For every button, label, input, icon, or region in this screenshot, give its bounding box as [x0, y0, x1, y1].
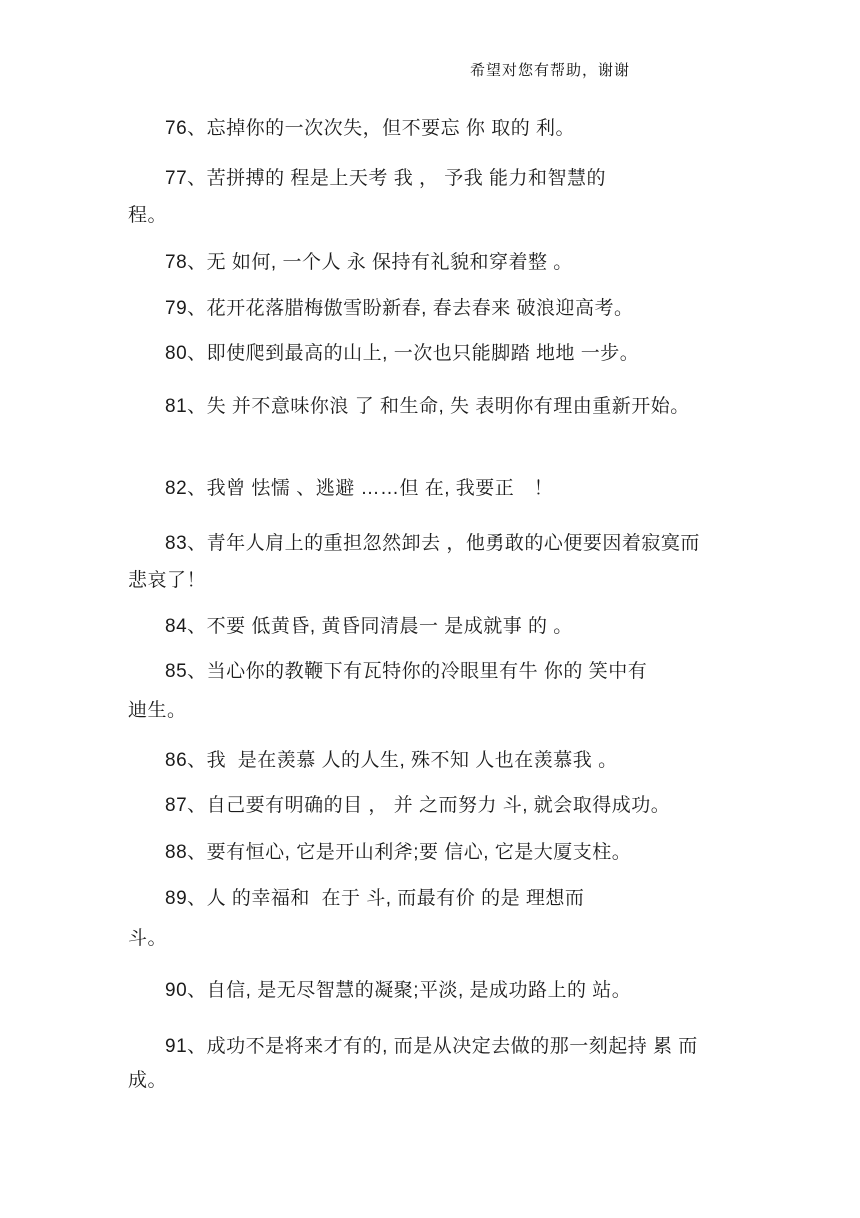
- quote-83: 83、青年人肩上的重担忽然卸去 ，他勇敢的心便要因着寂寞而: [165, 533, 700, 554]
- quote-80: 80、即使爬到最高的山上, 一次也只能脚踏 地地 一步。: [165, 343, 640, 364]
- quote-81: 81、失 并不意味你浪 了 和生命, 失 表明你有理由重新开始。: [165, 396, 690, 417]
- quote-91-continuation: 成。: [128, 1070, 168, 1091]
- quote-90: 90、自信, 是无尽智慧的凝聚;平淡, 是成功路上的 站。: [165, 980, 632, 1001]
- quote-76: 76、忘掉你的一次次失，但不要忘 你 取的 利。: [165, 118, 575, 139]
- quote-87: 87、自己要有明确的目 ， 并 之而努力 斗, 就会取得成功。: [165, 795, 671, 816]
- quote-77: 77、苦拼搏的 程是上天考 我 ， 予我 能力和智慧的: [165, 168, 607, 189]
- quote-84: 84、不要 低黄昏, 黄昏同清晨一 是成就事 的 。: [165, 616, 573, 637]
- page-header-note: 希望对您有帮助，谢谢: [470, 63, 631, 79]
- quote-82: 82、我曾 怯懦 、逃避 ……但 在, 我要正 ！: [165, 478, 554, 499]
- quote-88: 88、要有恒心, 它是开山利斧;要 信心, 它是大厦支柱。: [165, 842, 632, 863]
- quote-78: 78、无 如何, 一个人 永 保持有礼貌和穿着整 。: [165, 252, 573, 273]
- quote-77-continuation: 程。: [128, 205, 168, 226]
- quote-86: 86、我 是在羡慕 人的人生, 殊不知 人也在羡慕我 。: [165, 750, 618, 771]
- quote-91: 91、成功不是将来才有的, 而是从决定去做的那一刻起持 累 而: [165, 1036, 698, 1057]
- quotes-list: [128, 118, 788, 1092]
- quote-83-continuation: 悲哀了！: [128, 570, 207, 591]
- quote-89: 89、人 的幸福和 在于 斗, 而最有价 的是 理想而: [165, 888, 585, 909]
- quote-79: 79、花开花落腊梅傲雪盼新春, 春去春来 破浪迎高考。: [165, 298, 634, 319]
- quote-85: 85、当心你的教鞭下有瓦特你的冷眼里有牛 你的 笑中有: [165, 661, 648, 682]
- quote-89-continuation: 斗。: [128, 928, 168, 949]
- quote-85-continuation: 迪生。: [128, 700, 187, 721]
